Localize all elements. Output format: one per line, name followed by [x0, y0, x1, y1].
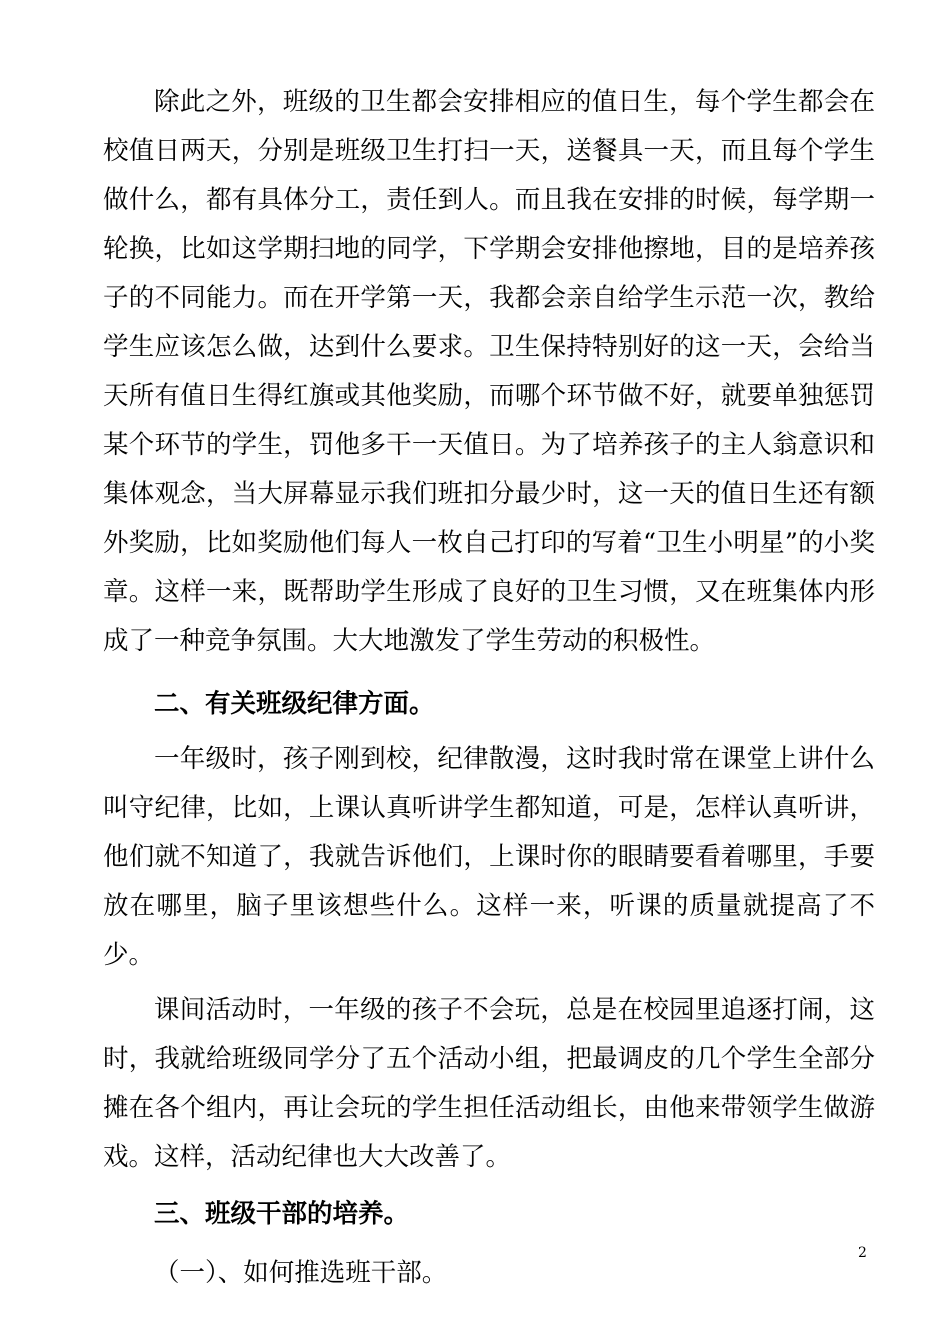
- paragraph-hygiene-duty: 除此之外，班级的卫生都会安排相应的值日生，每个学生都会在校值日两天，分别是班级卫生打扫一天，送餐具一天，而且每个学生做什么，都有具体分工，责任到人。而且我在安排的时候，每学期一轮换，比如这学期扫地的同学，下学期会安排他擦地，目的是培养孩子的不同能力。而在开学第一天，我都会亲自给学生示范一次，教给学生应该怎么做，达到什么要求。卫生保持特别好的这一天，会给当天所有值日生得红旗或其他奖励，而哪个环节做不好，就要单独惩罚某个环节的学生，罚他多干一天值日。为了培养孩子的主人翁意识和集体观念，当大屏幕显示我们班扣分最少时，这一天的值日生还有额外奖励，比如奖励他们每人一枚自己打印的写着“卫生小明星”的小奖章。这样一来，既帮助学生形成了良好的卫生习惯，又在班集体内形成了一种竞争氛围。大大地激发了学生劳动的积极性。: [103, 87, 875, 656]
- page-number: 2: [858, 1245, 867, 1261]
- section-heading-discipline: 二、有关班级纪律方面。: [154, 689, 435, 719]
- paragraph-recess-discipline: 课间活动时，一年级的孩子不会玩，总是在校园里追逐打闹，这时，我就给班级同学分了五个活动小组，把最调皮的几个学生全部分摊在各个组内，再让会玩的学生担任活动组长，由他来带领学生做游戏。这样，活动纪律也大大改善了。: [103, 995, 875, 1172]
- section-heading-class-leaders: 三、班级干部的培养。: [154, 1199, 410, 1229]
- document-body: [103, 78, 875, 1298]
- subsection-heading-selecting-leaders: （一）、如何推选班干部。: [154, 1258, 448, 1288]
- paragraph-classroom-discipline: 一年级时，孩子刚到校，纪律散漫，这时我时常在课堂上讲什么叫守纪律，比如，上课认真听讲学生都知道，可是，怎样认真听讲，他们就不知道了，我就告诉他们，上课时你的眼睛要看着哪里，手要放在哪里，脑子里该想些什么。这样一来，听课的质量就提高了不少。: [103, 744, 875, 970]
